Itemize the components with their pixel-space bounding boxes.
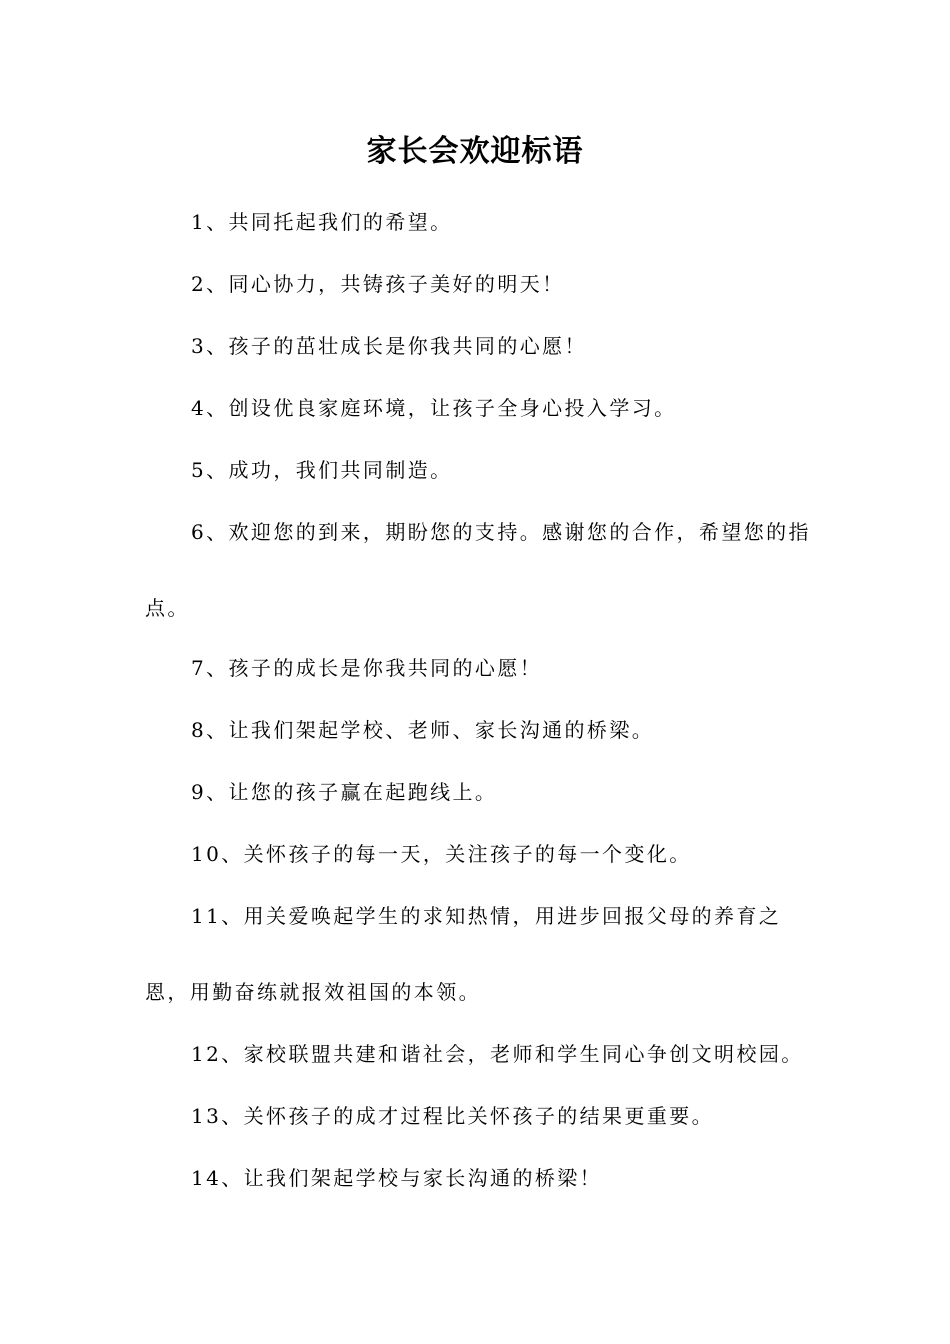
- slogan-item-5: 5、成功，我们共同制造。: [191, 458, 453, 482]
- slogan-item-14: 14、让我们架起学校与家长沟通的桥梁！: [191, 1166, 603, 1190]
- slogan-item-10: 10、关怀孩子的每一天，关注孩子的每一个变化。: [191, 842, 692, 866]
- slogan-item-12: 12、家校联盟共建和谐社会，老师和学生同心争创文明校园。: [191, 1042, 804, 1066]
- slogan-item-11: 11、用关爱唤起学生的求知热情，用进步回报父母的养育之恩，用勤奋练就报效祖国的本领。: [145, 904, 782, 1004]
- slogan-item-3: 3、孩子的茁壮成长是你我共同的心愿！: [191, 334, 587, 358]
- slogan-item-8: 8、让我们架起学校、老师、家长沟通的桥梁。: [191, 718, 655, 742]
- slogan-item-6: 6、欢迎您的到来，期盼您的支持。感谢您的合作，希望您的指点。: [145, 520, 811, 620]
- slogan-item-1: 1、共同托起我们的希望。: [191, 210, 453, 234]
- slogan-item-9: 9、让您的孩子赢在起跑线上。: [191, 780, 498, 804]
- slogan-item-7: 7、孩子的成长是你我共同的心愿！: [191, 656, 543, 680]
- slogan-item-13: 13、关怀孩子的成才过程比关怀孩子的结果更重要。: [191, 1104, 715, 1128]
- slogan-item-2: 2、同心协力，共铸孩子美好的明天！: [191, 272, 565, 296]
- slogan-item-4: 4、创设优良家庭环境，让孩子全身心投入学习。: [191, 396, 677, 420]
- document-title: 家长会欢迎标语: [366, 134, 584, 169]
